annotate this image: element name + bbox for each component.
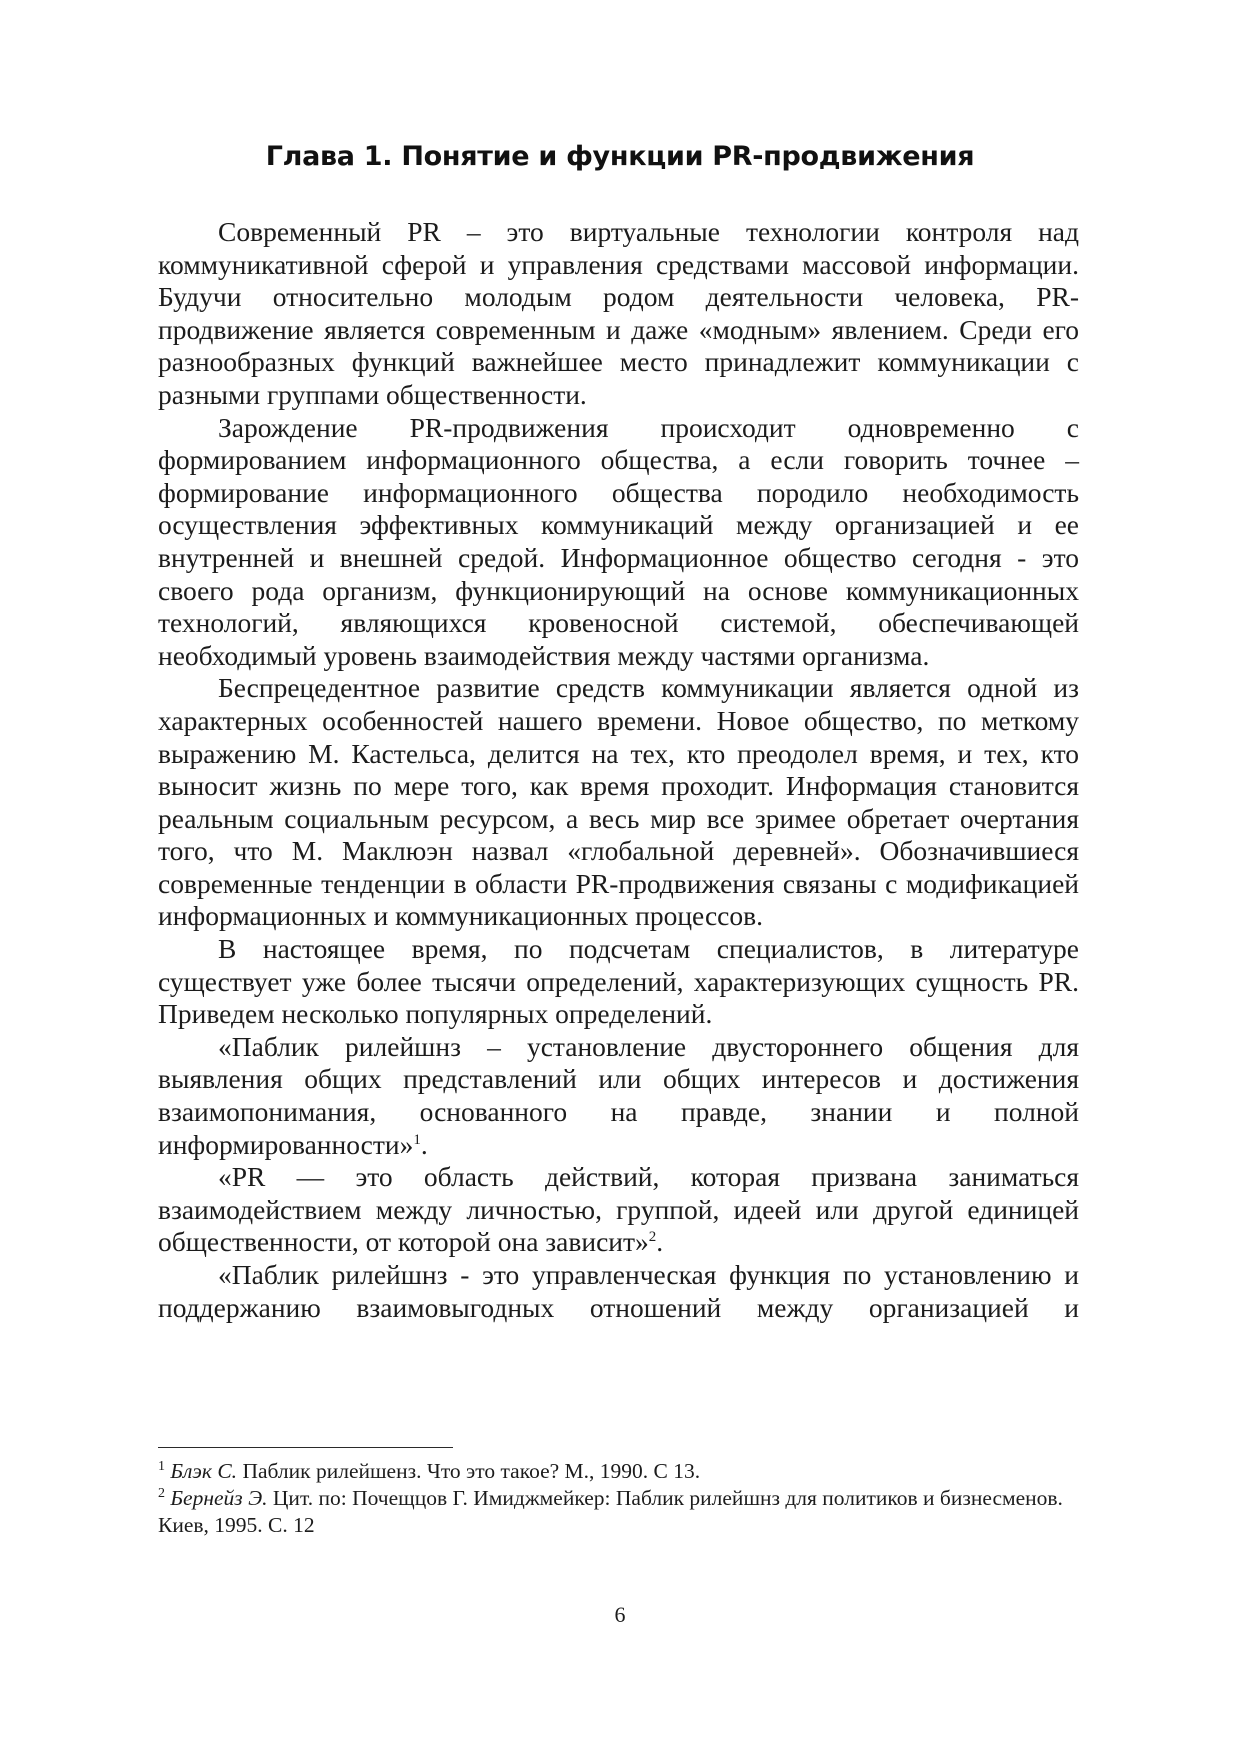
paragraph-text: Беспрецедентное развитие средств коммуникации является одной из характерных особенностей нашего времени. Новое общество, по меткому выражению М. Кастельса, делится на тех, кто преодолел время, и тех, кто выносит жизнь по мере того, как время проходит. Информация становится реальным социальным ресурсом, а весь мир все зримее обретает очертания того, что М. Маклюэн назвал «глобальной деревней». Обозначившиеся современные тенденции в области PR-продвижения связаны с модификацией информационных и коммуникационных процессов.	[158, 672, 1079, 932]
footnote-text: Цит. по: Почещцов Г. Имиджмейкер: Паблик рилейшнз для политиков и бизнесменов. Киев, 1995. С. 12	[158, 1486, 1063, 1537]
footnote-author: Бернейз Э.	[170, 1486, 268, 1510]
quote-paragraph	[158, 1031, 1079, 1161]
paragraph-punctuation: .	[656, 1226, 664, 1258]
footnote-reference[interactable]: 2	[648, 1229, 657, 1246]
footnote-number: 1	[158, 1458, 165, 1474]
footnote-text: Паблик рилейшенз. Что это такое? М., 1990. С 13.	[237, 1459, 701, 1483]
paragraph-text: «Паблик рилейшнз - это управленческая функция по установлению и поддержанию взаимовыгодных отношений между организацией и	[158, 1259, 1079, 1323]
paragraph-punctuation: .	[420, 1128, 428, 1160]
quote-paragraph	[158, 1161, 1079, 1259]
paragraph	[158, 216, 1079, 412]
page-number: 6	[614, 1602, 626, 1627]
paragraph	[158, 933, 1079, 1031]
paragraph-text: «Паблик рилейшнз – установление двустороннего общения для выявления общих представлений или общих интересов и достижения взаимопонимания, основанного на правде, знании и полной информированности»	[158, 1030, 1079, 1160]
footnote	[158, 1485, 1079, 1539]
quote-paragraph	[158, 1259, 1079, 1324]
paragraph-text: Зарождение PR-продвижения происходит одновременно с формированием информационного общества, а если говорить точнее – формирование информационного общества породило необходимость осуществления эффективных коммуникаций между организацией и ее внутренней и внешней средой. Информационное общество сегодня - это своего рода организм, функционирующий на основе коммуникационных технологий, являющихся кровеносной системой, обеспечивающей необходимый уровень взаимодействия между частями организма.	[158, 411, 1079, 671]
paragraph	[158, 412, 1079, 673]
footnote-reference[interactable]: 1	[413, 1131, 421, 1148]
footnote-author: Блэк С.	[170, 1459, 238, 1483]
footnotes	[158, 1458, 1079, 1539]
footnote	[158, 1458, 1079, 1485]
paragraph	[158, 672, 1079, 933]
chapter-title: Глава 1. Понятие и функции PR-продвижения	[265, 141, 975, 172]
paragraph-text: «PR — это область действий, которая призвана заниматься взаимодействием между личностью, группой, идеей или другой единицей общественности, от которой она зависит»	[158, 1161, 1079, 1258]
footnote-separator	[158, 1447, 453, 1448]
footnote-number: 2	[158, 1485, 165, 1501]
body-text	[158, 216, 1079, 1324]
paragraph-text: В настоящее время, по подсчетам специалистов, в литературе существует уже более тысячи определений, характеризующих сущность PR. Приведем несколько популярных определений.	[158, 933, 1079, 1030]
paragraph-text: Современный PR – это виртуальные технологии контроля над коммуникативной сферой и управления средствами массовой информации. Будучи относительно молодым родом деятельности человека, PR-продвижение является современным и даже «модным» явлением. Среди его разнообразных функций важнейшее место принадлежит коммуникации с разными группами общественности.	[158, 216, 1079, 410]
